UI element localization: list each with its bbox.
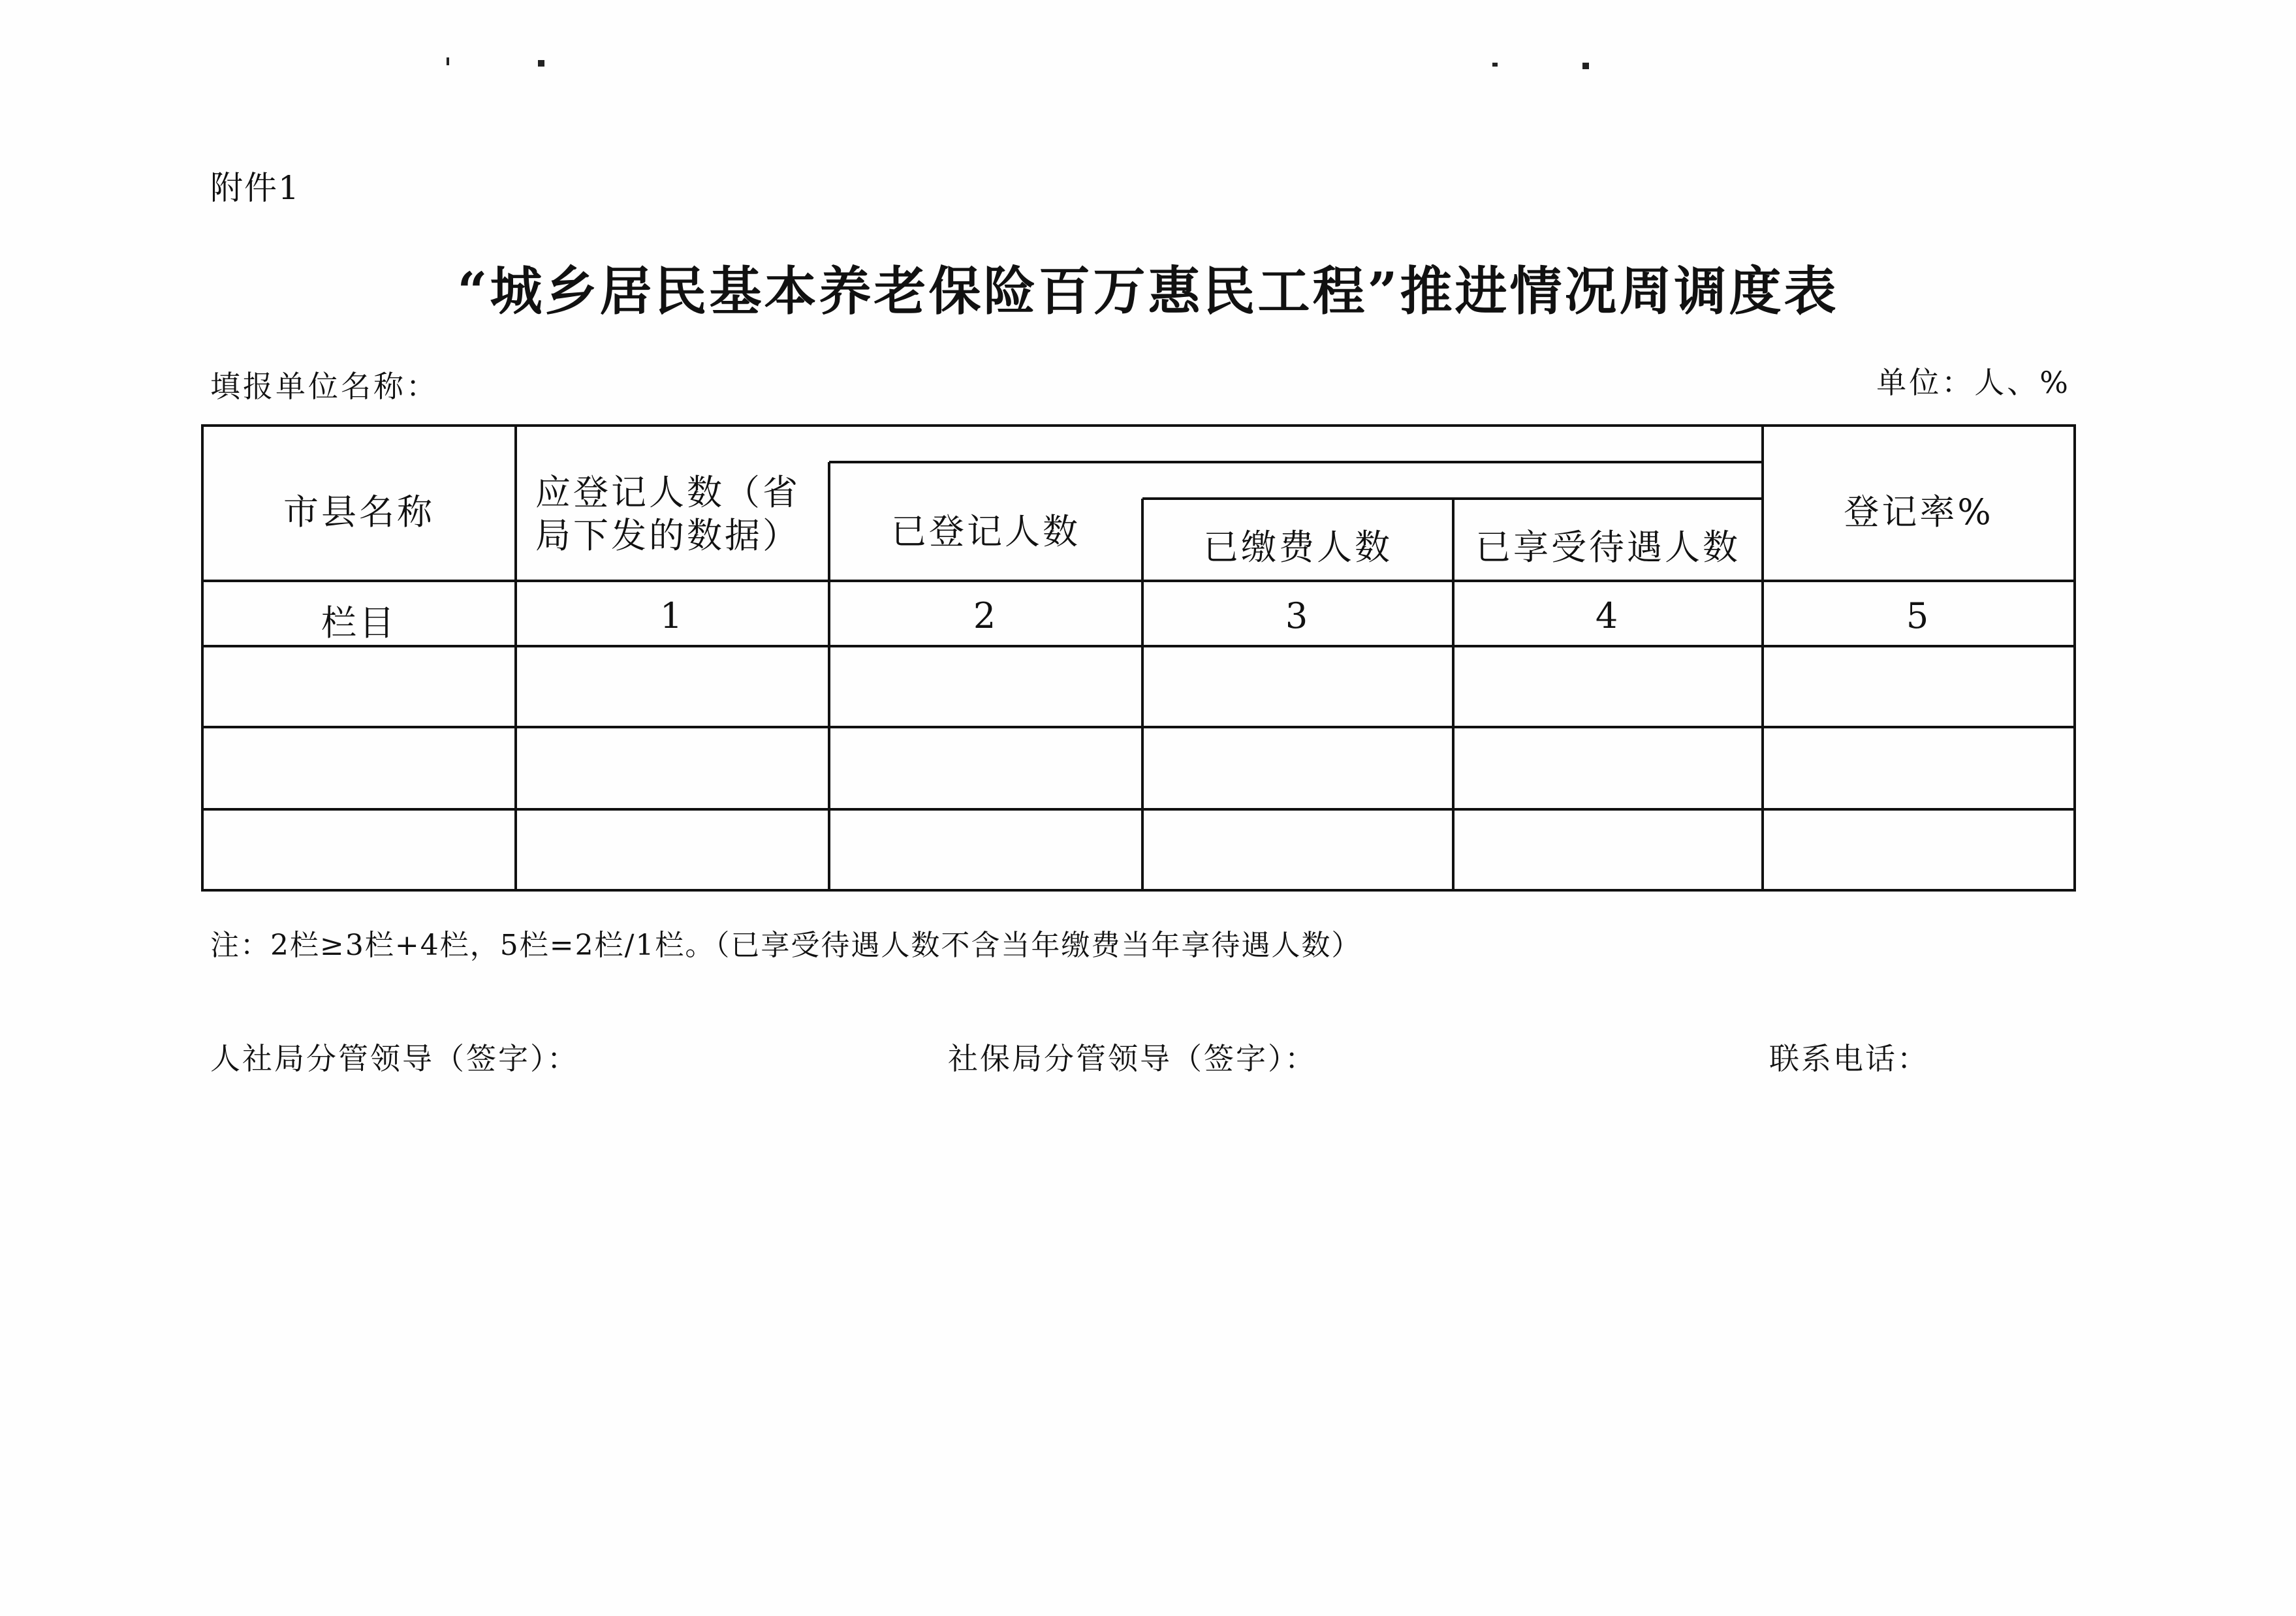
table-row[interactable]	[204, 811, 2073, 889]
attachment-label: 附件1	[210, 169, 300, 207]
table-row[interactable]	[204, 728, 2073, 808]
header-should-register-line2: 局下发的数据）	[535, 515, 800, 556]
contact-phone-label: 联系电话：	[1769, 1041, 1929, 1076]
page-title: “城乡居民基本养老保险百万惠民工程”推进情况周调度表	[457, 260, 1839, 322]
index-col-4: 4	[1595, 595, 1621, 636]
index-col-3: 3	[1285, 595, 1311, 636]
hr-leader-signature-label: 人社局分管领导（签字）：	[210, 1041, 579, 1076]
header-registered: 已登记人数	[891, 511, 1080, 552]
header-paid: 已缴费人数	[1203, 527, 1392, 568]
table-note: 注：2栏≥3栏+4栏，5栏=2栏/1栏。（已享受待遇人数不含当年缴费当年享待遇人数）	[210, 929, 1362, 962]
index-col-5: 5	[1906, 595, 1932, 636]
table-row[interactable]	[204, 647, 2073, 726]
index-col-2: 2	[973, 595, 999, 636]
unit-label: 单位：人、%	[1876, 365, 2071, 400]
index-col-1: 1	[659, 595, 685, 636]
reporting-unit-label: 填报单位名称：	[210, 369, 439, 404]
header-receiving: 已享受待遇人数	[1475, 527, 1740, 568]
header-should-register-line1: 应登记人数（省	[535, 472, 800, 513]
header-city-name: 市县名称	[283, 491, 435, 533]
header-registration-rate: 登记率%	[1844, 491, 1994, 533]
index-row-label: 栏目	[321, 602, 397, 644]
social-security-leader-signature-label: 社保局分管领导（签字）：	[948, 1041, 1317, 1076]
